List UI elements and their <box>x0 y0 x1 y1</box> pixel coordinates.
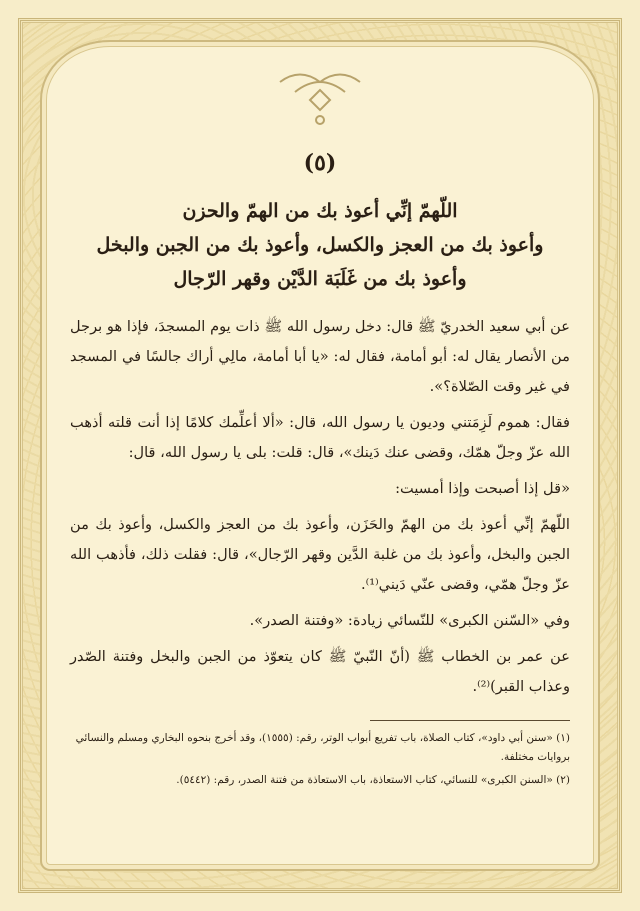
section-number: (٥) <box>303 150 337 176</box>
content <box>70 150 570 871</box>
paragraph: فقال: هموم لَزِمَتني وديون يا رسول الله، قال: «ألا أعلِّمك كلامًا إذا أنت قلته أذهب الله عزّ وجلّ همّك، وقضى عنك دَينك»، قال: قلت: بلى يا رسول الله، قال: <box>70 414 570 461</box>
footnote: (١) «سنن أبي داود»، كتاب الصلاة، باب تفريع أبواب الوتر، رقم: (١٥٥٥)، وقد أخرج بنحوه البخاري ومسلم والنسائي بروايات مختلفة. <box>75 732 570 763</box>
paragraph: عن عمر بن الخطاب ﷺ (أنّ النّبيّ ﷺ كان يتعوّذ من الجبن والبخل وفتنة الصّدر وعذاب القبر)⁽²⁾. <box>70 648 570 695</box>
title-line: وأعوذ بك من العجز والكسل، وأعوذ بك من الجبن والبخل <box>96 234 544 256</box>
footnote: (٢) «السنن الكبرى» للنسائي، كتاب الاستعاذة، باب الاستعاذة من فتنة الصدر، رقم: (٥٤٤٢). <box>176 774 570 786</box>
paragraph: وفي «السّنن الكبرى» للنّسائي زيادة: «وفتنة الصدر». <box>249 612 570 629</box>
section-title <box>70 194 570 296</box>
title-line: اللّهمّ إنِّي أعوذ بك من الهمّ والحزن <box>182 200 458 222</box>
paragraph: عن أبي سعيد الخدريّ ﷺ قال: دخل رسول الله ﷺ ذات يوم المسجدَ، فإذا هو برجل من الأنصار يقال له: أبو أمامة، فقال له: «يا أبا أمامة، مالِي أراك جالسًا في المسجد في غير وقت الصّلاة؟». <box>70 318 570 395</box>
title-line: وأعوذ بك من غَلَبَة الدَّيْن وقهر الرّجال <box>173 268 467 290</box>
ornament-icon <box>270 62 370 132</box>
paragraph: اللّهمّ إنِّي أعوذ بك من الهمّ والحَزَن، وأعوذ بك من العجز والكسل، وأعوذ بك من الجبن والبخل، وأعوذ بك من غلبة الدَّين وقهر الرّجال»، قال: فقلت ذلك، فأذهب الله عزّ وجلّ همّي، وقضى عنّي دَيني⁽¹⁾. <box>70 516 570 593</box>
paragraph: «قل إذا أصبحت وإذا أمسيت: <box>395 480 570 497</box>
footnote-separator <box>370 720 570 721</box>
